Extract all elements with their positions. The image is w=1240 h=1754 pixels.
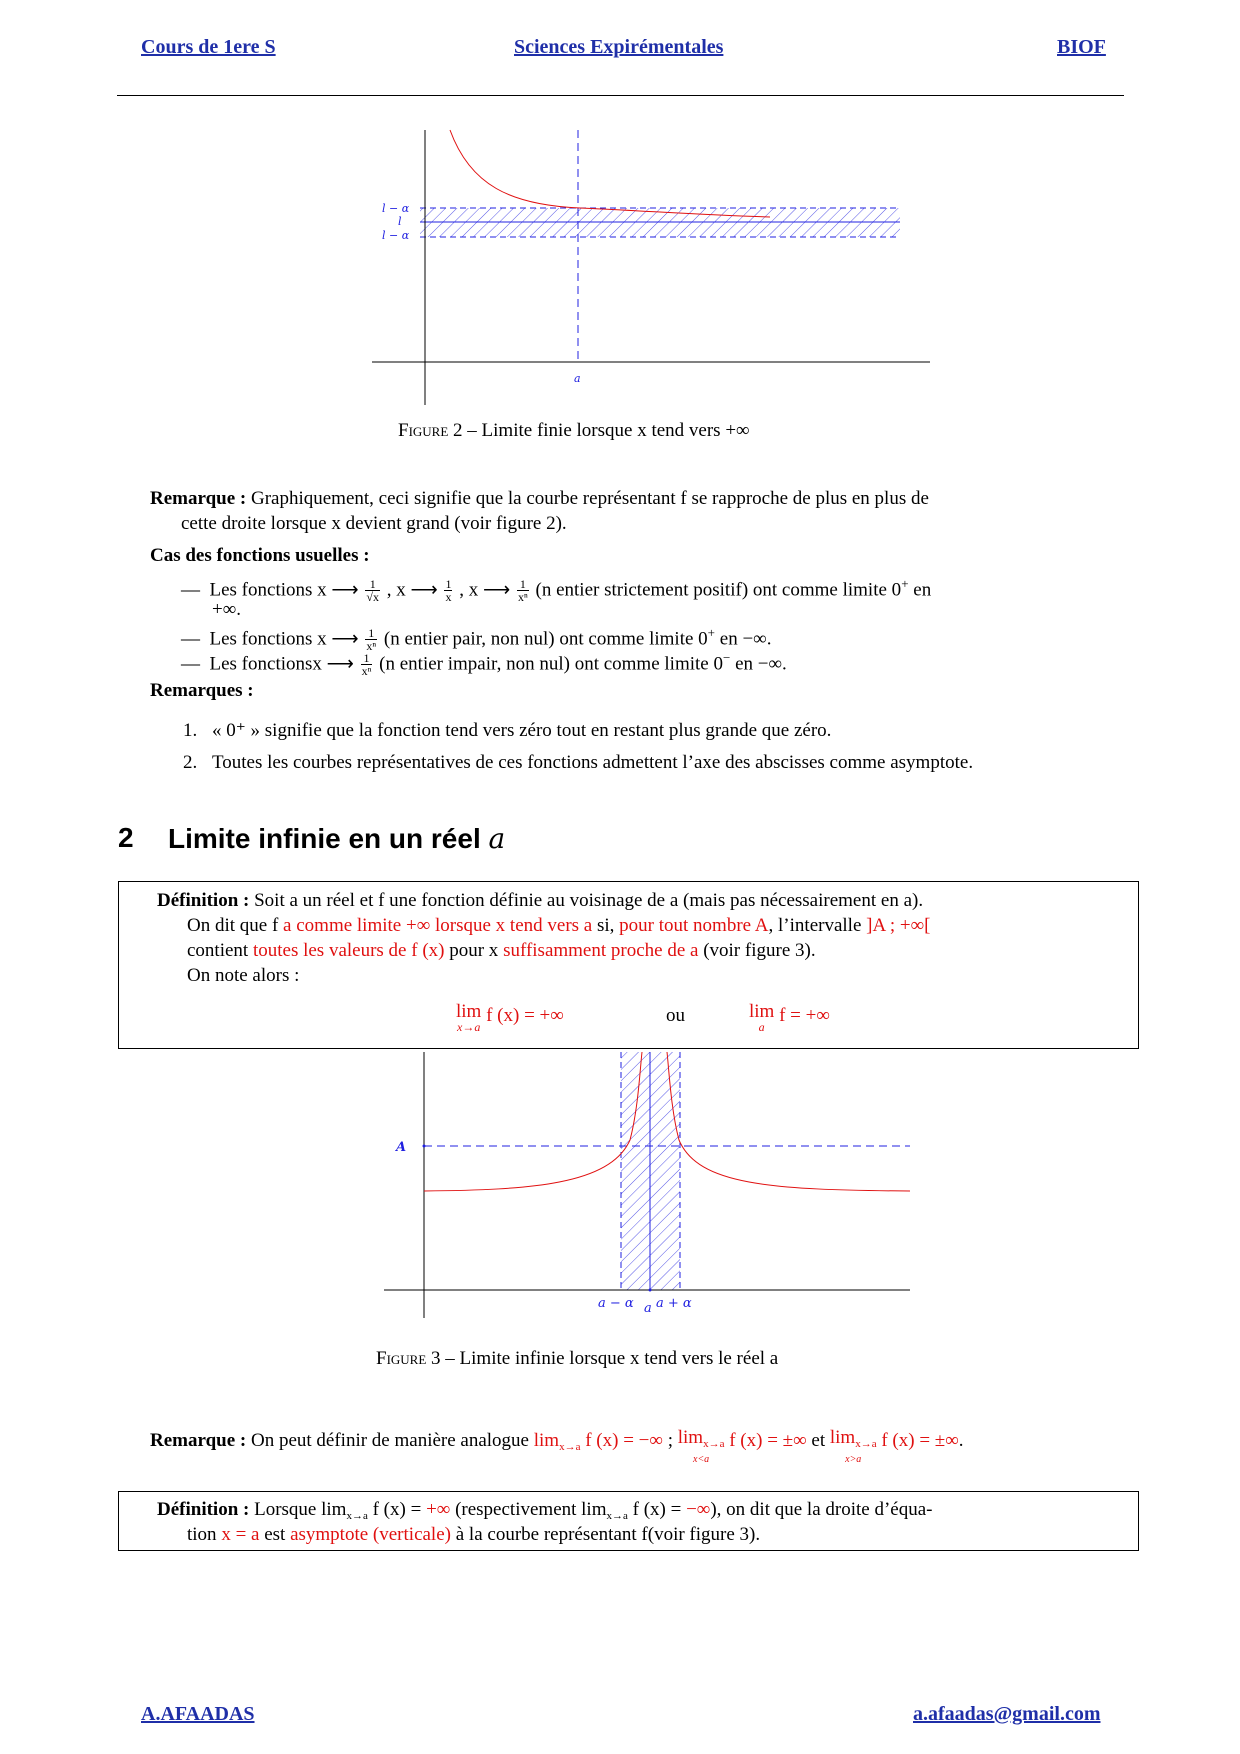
curve-left-branch: [424, 1052, 642, 1191]
item2-text-c: en −∞.: [715, 628, 772, 650]
curve-f: [450, 130, 770, 217]
label-a: a: [574, 372, 581, 385]
figure-2-caption: [398, 420, 750, 442]
footer-email[interactable]: a.afaadas@gmail.com: [913, 1703, 1101, 1725]
figure-3-caption-prefix: Figure 3: [376, 1348, 441, 1369]
section-2-title: Limite infinie en un réel a: [168, 822, 506, 855]
point-a: [649, 1289, 652, 1292]
item3-text-a: Les fonctionsx ⟶: [209, 653, 354, 675]
figure-3-caption-text: – Limite infinie lorsque x tend vers le réel a: [440, 1348, 779, 1369]
label-a-minus-alpha: a − α: [598, 1296, 634, 1311]
header-center: Sciences Expirémentales: [514, 36, 724, 58]
definition-2-line1: Définition : Lorsque $\lim_{x\to a} f$ (x) = +∞ (respectivement $\lim_{x\to a} f$ (x) = −∞), on dit que la droite d’équa-: [157, 1499, 933, 1522]
definition-2-line2: tion x = a est asymptote (verticale) à la courbe représentant f(voir figure 3).: [187, 1524, 761, 1545]
figure-2: [370, 125, 940, 410]
frac-one-over-sqrt-x: $\frac{1}{√x}$: [366, 577, 379, 605]
item2-text-a: Les fonctions x ⟶: [209, 628, 359, 650]
remarques-num-2: 2.: [183, 752, 198, 773]
remarque-2: Remarque : On peut définir de manière analogue $\lim_{x\to a} f$ (x) = −∞ ; $\lim_{x\to a}$ x<a f (x) = ±∞ et $\lim_{x\to a}$ x>a f (x) = ±∞.: [150, 1427, 964, 1465]
label-a: a: [644, 1301, 652, 1316]
section-2-number: 2: [118, 822, 134, 853]
item1-text-b: , x ⟶: [386, 579, 438, 601]
header-rule: [117, 95, 1124, 96]
usuelles-item-2: — Les fonctions x ⟶ $\frac{1}{\text{xⁿ}}$ (n entier pair, non nul) ont comme limite 0+ en −∞.: [181, 625, 772, 654]
remarque-1-label: Remarque :: [150, 488, 247, 509]
item3-text-b: (n entier impair, non nul) ont comme limite 0: [379, 653, 723, 675]
usuelles-item-3: — Les fonctionsx ⟶ $\frac{1}{\text{xⁿ}}$ (n entier impair, non nul) ont comme limite 0− en −∞.: [181, 650, 787, 679]
remarque-1-line2: cette droite lorsque x devient grand (voir figure 2).: [181, 513, 567, 534]
bullet-dash: —: [181, 628, 200, 650]
footer-author: A.AFAADAS: [141, 1703, 255, 1725]
formula-lim-a: lim a f = +∞: [749, 1001, 830, 1034]
item1-text-a: Les fonctions x ⟶: [209, 579, 359, 601]
remarque-1: [150, 486, 1130, 511]
figure-3: [380, 1050, 920, 1320]
frac-one-over-xn: $\frac{1}{\text{xⁿ}}$: [361, 651, 372, 679]
definition-1-line4: On note alors :: [187, 965, 300, 986]
point-A: [423, 1145, 426, 1148]
usuelles-item-1: — Les fonctions x ⟶ $\frac{1}{√x}$ , x ⟶ $\frac{1}{x}$ , x ⟶ $\frac{1}{\text{xⁿ}}$ (n entier strictement positif) ont comme limite 0+ en: [181, 576, 932, 605]
remarques-title: Remarques :: [150, 680, 254, 701]
formula-ou: ou: [666, 1005, 685, 1026]
label-A: A: [396, 1140, 407, 1155]
remarques-item-1: « 0⁺ » signifie que la fonction tend vers zéro tout en restant plus grande que zéro.: [212, 720, 832, 741]
definition-1-line2: On dit que f a comme limite +∞ lorsque x tend vers a si, pour tout nombre A, l’intervalle ]A ; +∞[: [187, 915, 931, 936]
label-l-minus-alpha-bottom: l − α: [382, 229, 410, 242]
remarques-item-2: Toutes les courbes représentatives de ces fonctions admettent l’axe des abscisses comme asymptote.: [212, 752, 974, 773]
item3-text-c: en −∞.: [730, 653, 787, 675]
item2-text-b: (n entier pair, non nul) ont comme limite 0: [383, 628, 708, 650]
item1-text-c: , x ⟶: [459, 579, 511, 601]
figure-3-caption: [376, 1348, 778, 1370]
curve-right-branch: [667, 1052, 910, 1191]
frac-one-over-xn: $\frac{1}{\text{xⁿ}}$: [517, 577, 528, 605]
label-l-minus-alpha-top: l − α: [382, 202, 410, 215]
remarque-2-label: Remarque :: [150, 1430, 247, 1451]
definition-1-line1: Définition : Soit a un réel et f une fonction définie au voisinage de a (mais pas nécessairement en a).: [157, 890, 924, 911]
bullet-dash: —: [181, 653, 200, 675]
remarques-num-1: 1.: [183, 720, 198, 741]
figure-2-caption-prefix: Figure 2: [398, 420, 463, 441]
definition-2-label: Définition :: [157, 1499, 250, 1520]
definition-1-label: Définition :: [157, 890, 250, 911]
header-left: Cours de 1ere S: [141, 36, 276, 58]
figure-2-caption-text: – Limite finie lorsque x tend vers +∞: [462, 420, 750, 441]
remarque-1-line1: Graphiquement, ceci signifie que la courbe représentant f se rapproche de plus en plus de: [250, 488, 929, 509]
formula-lim-x-to-a: lim x→a f (x) = +∞: [456, 1001, 564, 1034]
header-right: BIOF: [1057, 36, 1106, 58]
frac-one-over-x: $\frac{1}{x}$: [445, 577, 452, 605]
label-a-plus-alpha: a + α: [656, 1296, 692, 1311]
item1-text-e: en: [908, 579, 932, 601]
item1-text-d: (n entier strictement positif) ont comme limite 0: [535, 579, 902, 601]
usuelles-item-1-cont: +∞.: [212, 599, 242, 620]
label-l: l: [398, 215, 402, 228]
definition-1-line3: contient toutes les valeurs de f (x) pour x suffisamment proche de a (voir figure 3).: [187, 940, 816, 961]
frac-one-over-xn: $\frac{1}{\text{xⁿ}}$: [366, 626, 377, 654]
usuelles-title: Cas des fonctions usuelles :: [150, 545, 370, 566]
bullet-dash: —: [181, 579, 200, 601]
